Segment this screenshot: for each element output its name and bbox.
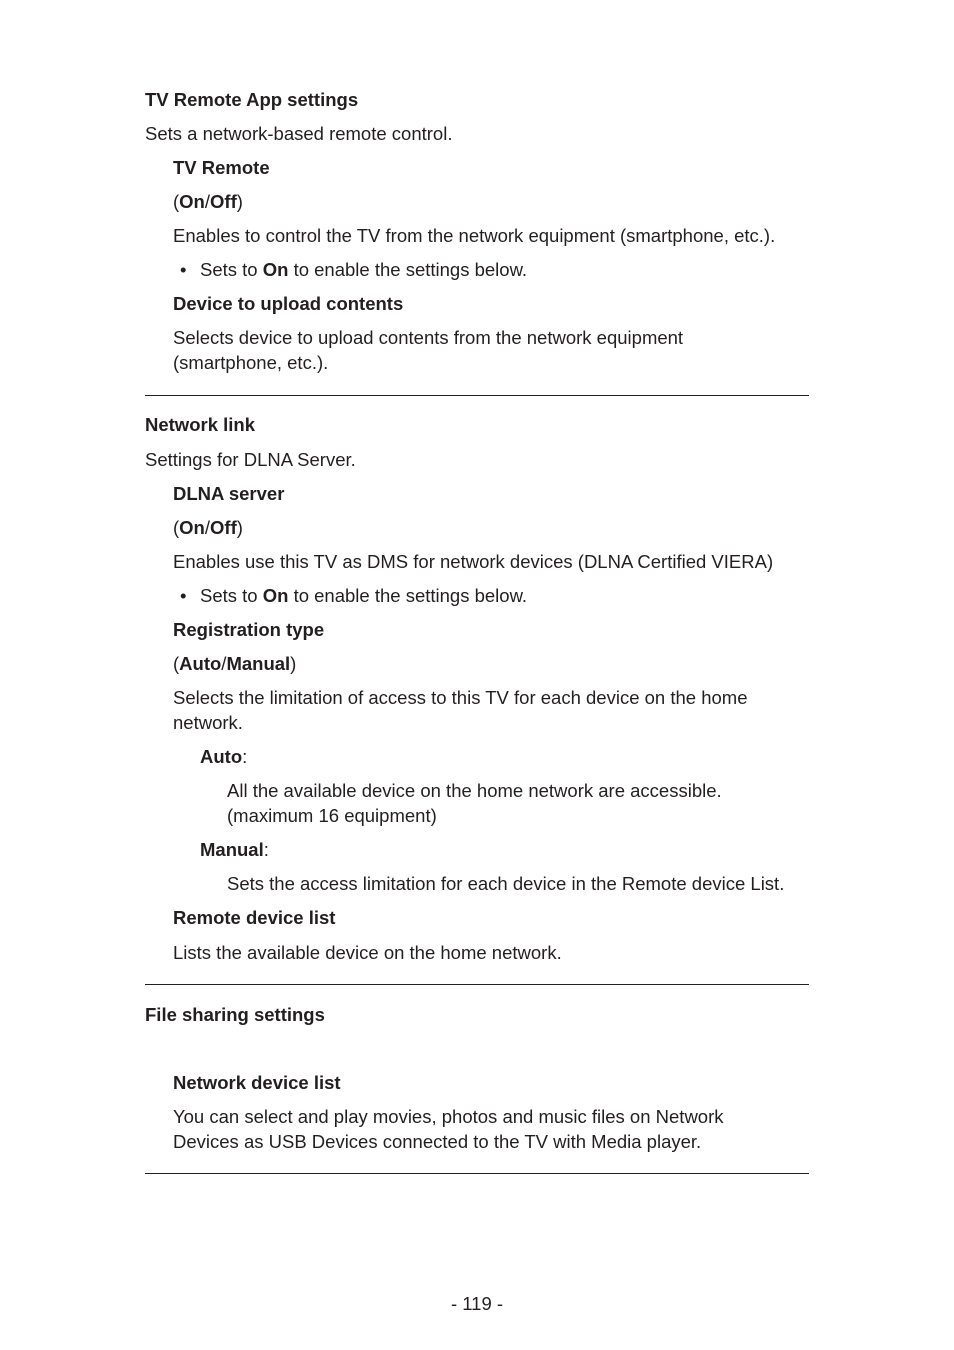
option-description-auto-line2: (maximum 16 equipment) — [227, 805, 437, 826]
bullet-icon: • — [180, 585, 187, 606]
page-number: - 119 - — [450, 1293, 504, 1314]
item-title-remote-device-list: Remote device list — [173, 907, 336, 928]
item-description-tv-remote: Enables to control the TV from the network equipment (smartphone, etc.). — [173, 225, 776, 246]
section-heading-network-link: Network link — [145, 414, 255, 435]
option-label-auto: Auto: — [200, 746, 248, 767]
item-description-network-device-list-line1: You can select and play movies, photos and music files on Network — [173, 1106, 724, 1127]
item-description-dlna-server: Enables use this TV as DMS for network devices (DLNA Certified VIERA) — [173, 551, 774, 572]
section-description: Sets a network-based remote control. — [145, 123, 453, 144]
section-divider — [145, 1173, 809, 1174]
item-description-remote-device-list: Lists the available device on the home network. — [173, 942, 562, 963]
item-description-network-device-list-line2: Devices as USB Devices connected to the TV with Media player. — [173, 1131, 702, 1152]
item-options-tv-remote: (On/Off) — [173, 191, 243, 212]
option-description-auto-line1: All the available device on the home network are accessible. — [227, 780, 722, 801]
item-description-upload-line1: Selects device to upload contents from the network equipment — [173, 327, 684, 348]
option-description-manual: Sets the access limitation for each device in the Remote device List. — [227, 873, 785, 894]
item-title-upload: Device to upload contents — [173, 293, 404, 314]
item-options-dlna-server: (On/Off) — [173, 517, 243, 538]
section-heading-file-sharing: File sharing settings — [145, 1004, 325, 1025]
section-description: Settings for DLNA Server. — [145, 449, 356, 470]
item-options-registration-type: (Auto/Manual) — [173, 653, 297, 674]
item-title-dlna-server: DLNA server — [173, 483, 285, 504]
item-description-registration-line1: Selects the limitation of access to this TV for each device on the home — [173, 687, 748, 708]
item-title-registration-type: Registration type — [173, 619, 325, 640]
item-title-network-device-list: Network device list — [173, 1072, 341, 1093]
bullet-note-dlna-server: Sets to On to enable the settings below. — [200, 585, 528, 606]
item-title-tv-remote: TV Remote — [173, 157, 270, 178]
section-heading-tv-remote-app: TV Remote App settings — [145, 89, 359, 110]
item-description-upload-line2: (smartphone, etc.). — [173, 352, 329, 373]
option-label-manual: Manual: — [200, 839, 269, 860]
section-divider — [145, 984, 809, 985]
item-description-registration-line2: network. — [173, 712, 243, 733]
bullet-note-tv-remote: Sets to On to enable the settings below. — [200, 259, 528, 280]
bullet-icon: • — [180, 259, 187, 280]
section-divider — [145, 395, 809, 396]
